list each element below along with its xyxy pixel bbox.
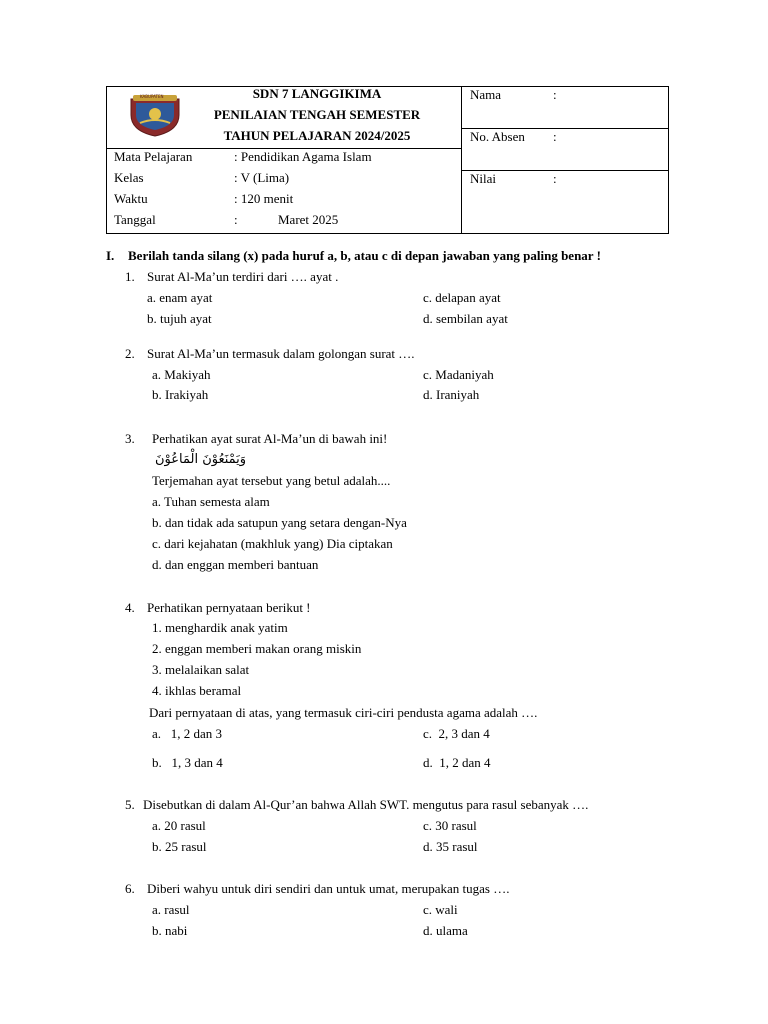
- section-instruction: Berilah tanda silang (x) pada huruf a, b, atau c di depan jawaban yang paling benar !: [128, 248, 601, 263]
- question-number: 6.: [125, 881, 135, 896]
- school-logo: [128, 93, 182, 137]
- absen-label: No. Absen: [470, 129, 525, 144]
- school-name: SDN 7 LANGGIKIMA: [252, 86, 382, 101]
- question-text: Disebutkan di dalam Al-Qur’an bahwa Allah SWT. mengutus para rasul sebanyak ….: [143, 797, 589, 812]
- option-b[interactable]: b. 1, 3 dan 4: [152, 755, 223, 770]
- question-text: Surat Al-Ma’un termasuk dalam golongan surat ….: [147, 346, 415, 361]
- score-label: Nilai: [470, 171, 496, 186]
- option-a[interactable]: a. Tuhan semesta alam: [152, 494, 270, 509]
- option-d[interactable]: d. 35 rasul: [423, 839, 478, 854]
- date-colon: :: [234, 212, 238, 227]
- section-number: I.: [106, 248, 115, 263]
- absen-field[interactable]: [562, 130, 662, 166]
- question-text: Perhatikan ayat surat Al-Ma’un di bawah ini!: [152, 431, 388, 446]
- question-prompt: Dari pernyataan di atas, yang termasuk ciri-ciri pendusta agama adalah ….: [149, 705, 538, 720]
- statement-item: 2. enggan memberi makan orang miskin: [152, 641, 362, 656]
- question-number: 3.: [125, 431, 135, 446]
- option-b[interactable]: b. 25 rasul: [152, 839, 207, 854]
- option-c[interactable]: c. delapan ayat: [423, 290, 501, 305]
- option-a[interactable]: a. enam ayat: [147, 290, 213, 305]
- class-value: : V (Lima): [234, 170, 290, 185]
- option-c[interactable]: c. 2, 3 dan 4: [423, 726, 490, 741]
- name-field[interactable]: [562, 88, 662, 124]
- option-b[interactable]: b. dan tidak ada satupun yang setara dengan-Nya: [152, 515, 407, 530]
- school-year: TAHUN PELAJARAN 2024/2025: [223, 128, 411, 143]
- date-value: Maret 2025: [278, 212, 339, 227]
- question-prompt: Terjemahan ayat tersebut yang betul adalah....: [152, 473, 391, 488]
- class-label: Kelas: [114, 170, 144, 185]
- score-field[interactable]: [562, 172, 662, 228]
- statement-item: 3. melalaikan salat: [152, 662, 250, 677]
- subject-value: : Pendidikan Agama Islam: [234, 149, 372, 164]
- option-a[interactable]: a. 20 rasul: [152, 818, 206, 833]
- option-d[interactable]: d. Iraniyah: [423, 387, 480, 402]
- date-label: Tanggal: [114, 212, 156, 227]
- name-label: Nama: [470, 87, 502, 102]
- option-c[interactable]: c. Madaniyah: [423, 367, 494, 382]
- option-c[interactable]: c. dari kejahatan (makhluk yang) Dia ciptakan: [152, 536, 393, 551]
- time-label: Waktu: [114, 191, 148, 206]
- question-number: 2.: [125, 346, 135, 361]
- option-d[interactable]: d. 1, 2 dan 4: [423, 755, 491, 770]
- question-text: Perhatikan pernyataan berikut !: [147, 600, 311, 615]
- score-colon: :: [553, 171, 557, 186]
- statement-item: 4. ikhlas beramal: [152, 683, 242, 698]
- name-colon: :: [553, 87, 557, 102]
- question-text: Surat Al-Ma’un terdiri dari …. ayat .: [147, 269, 339, 284]
- subject-label: Mata Pelajaran: [114, 149, 193, 164]
- question-number: 1.: [125, 269, 135, 284]
- time-value: : 120 menit: [234, 191, 294, 206]
- option-b[interactable]: b. Irakiyah: [152, 387, 209, 402]
- exam-title: PENILAIAN TENGAH SEMESTER: [213, 107, 421, 122]
- option-b[interactable]: b. tujuh ayat: [147, 311, 212, 326]
- option-c[interactable]: c. wali: [423, 902, 458, 917]
- header-box-right: [668, 86, 669, 234]
- absen-colon: :: [553, 129, 557, 144]
- question-text: Diberi wahyu untuk diri sendiri dan untuk umat, merupakan tugas ….: [147, 881, 510, 896]
- option-a[interactable]: a. Makiyah: [152, 367, 211, 382]
- header-box-left: [106, 86, 107, 234]
- option-d[interactable]: d. ulama: [423, 923, 468, 938]
- option-d[interactable]: d. sembilan ayat: [423, 311, 508, 326]
- arabic-verse: وَيَمْنَعُوْنَ الْمَاعُوْنَ: [155, 452, 247, 467]
- option-a[interactable]: a. rasul: [152, 902, 190, 917]
- question-number: 4.: [125, 600, 135, 615]
- statement-item: 1. menghardik anak yatim: [152, 620, 288, 635]
- logo-banner-text: KABUPATEN: [140, 94, 164, 99]
- header-box-divider: [461, 86, 462, 234]
- option-a[interactable]: a. 1, 2 dan 3: [152, 726, 223, 741]
- question-number: 5.: [125, 797, 135, 812]
- option-d[interactable]: d. dan enggan memberi bantuan: [152, 557, 319, 572]
- option-c[interactable]: c. 30 rasul: [423, 818, 477, 833]
- option-b[interactable]: b. nabi: [152, 923, 188, 938]
- header-box-bottom: [106, 233, 669, 234]
